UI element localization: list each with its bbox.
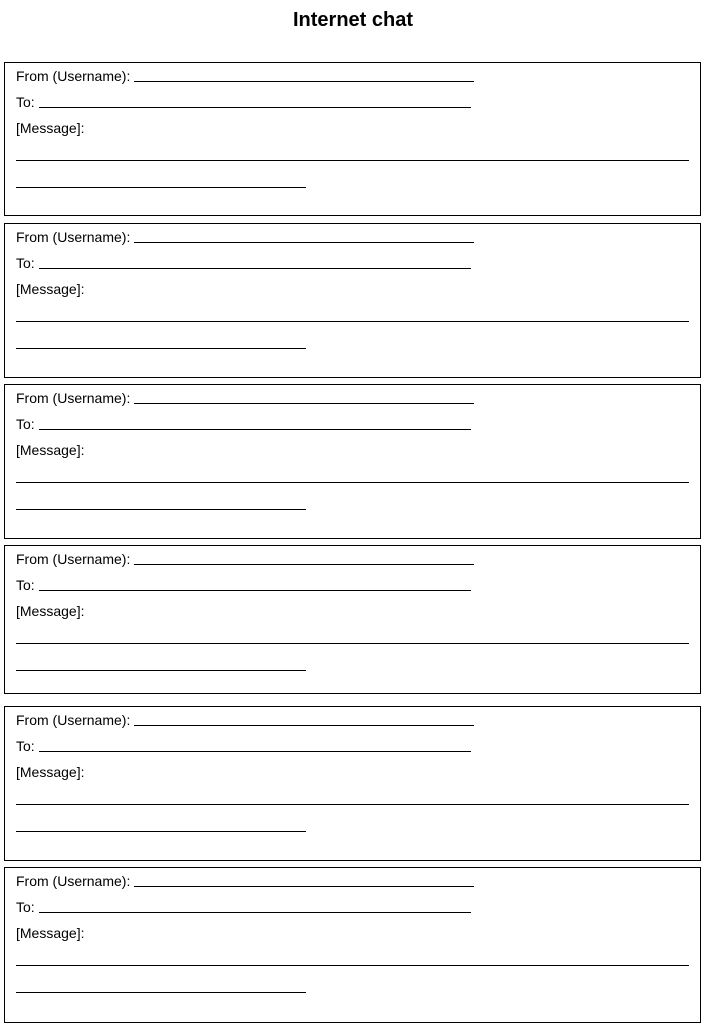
message-row [16,763,84,781]
chat-entry-box [4,384,701,539]
message-line-1[interactable] [16,643,689,644]
to-label: To: [16,738,35,754]
message-label: [Message]: [16,120,85,136]
chat-entry-box [4,867,701,1023]
message-row [16,602,84,620]
to-label: To: [16,94,35,110]
page-title: Internet chat [292,9,414,31]
chat-entry-box [4,62,701,216]
chat-entry-box [4,223,701,378]
from-username-field[interactable] [134,228,474,243]
to-field[interactable] [39,415,471,430]
to-label: To: [16,255,35,271]
chat-entry-box [4,545,701,694]
from-row [16,872,474,890]
from-row [16,550,474,568]
to-row [16,93,471,111]
from-username-field[interactable] [134,711,474,726]
message-line-2[interactable] [16,670,306,671]
from-username-label: From (Username): [16,390,131,406]
to-row [16,415,471,433]
message-label: [Message]: [16,925,85,941]
from-row [16,67,474,85]
message-line-2[interactable] [16,992,306,993]
message-row [16,924,84,942]
to-field[interactable] [39,737,471,752]
message-line-2[interactable] [16,509,306,510]
from-username-field[interactable] [134,67,474,82]
message-line-1[interactable] [16,160,689,161]
to-field[interactable] [39,93,471,108]
from-username-field[interactable] [134,389,474,404]
message-row [16,441,84,459]
from-username-label: From (Username): [16,873,131,889]
message-line-2[interactable] [16,831,306,832]
to-field[interactable] [39,254,471,269]
to-label: To: [16,416,35,432]
message-line-1[interactable] [16,965,689,966]
message-label: [Message]: [16,442,85,458]
from-username-label: From (Username): [16,712,131,728]
from-username-label: From (Username): [16,229,131,245]
from-row [16,228,474,246]
message-label: [Message]: [16,603,85,619]
from-username-field[interactable] [134,550,474,565]
message-line-2[interactable] [16,348,306,349]
message-row [16,119,84,137]
to-label: To: [16,899,35,915]
to-label: To: [16,577,35,593]
message-line-1[interactable] [16,482,689,483]
message-label: [Message]: [16,764,85,780]
from-row [16,711,474,729]
to-row [16,254,471,272]
to-row [16,576,471,594]
message-line-1[interactable] [16,804,689,805]
to-field[interactable] [39,576,471,591]
message-row [16,280,84,298]
chat-entry-box [4,706,701,861]
message-label: [Message]: [16,281,85,297]
from-username-label: From (Username): [16,68,131,84]
from-username-field[interactable] [134,872,474,887]
to-field[interactable] [39,898,471,913]
to-row [16,898,471,916]
from-username-label: From (Username): [16,551,131,567]
to-row [16,737,471,755]
message-line-1[interactable] [16,321,689,322]
message-line-2[interactable] [16,187,306,188]
from-row [16,389,474,407]
